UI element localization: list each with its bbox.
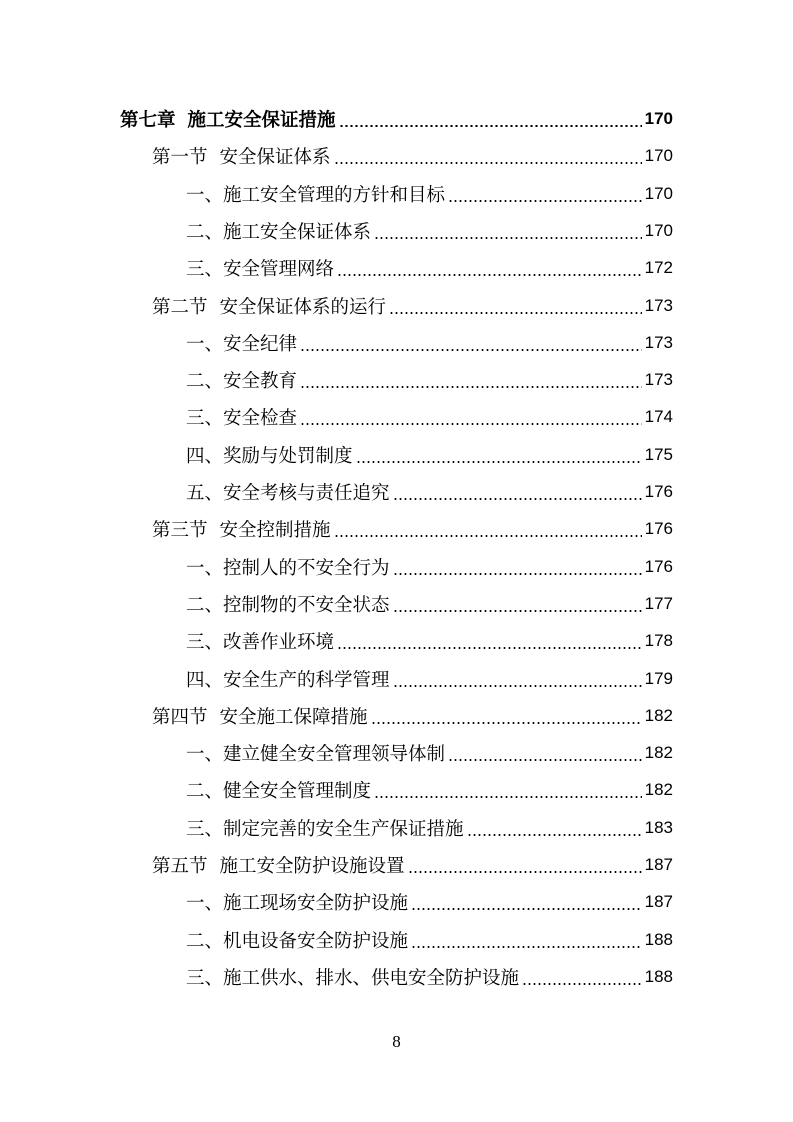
dot-leader [300,423,642,425]
toc-entry-page: 170 [644,220,673,240]
dot-leader [467,834,642,836]
toc-entry-prefix: 一、 [186,557,224,579]
toc-entry-title: 施工供水、排水、供电安全防护设施 [223,967,520,989]
toc-item-row[interactable] [186,212,673,249]
dot-leader [337,647,642,649]
dot-leader [337,274,642,276]
toc-entry-page: 170 [644,183,673,203]
dot-leader [374,796,642,798]
toc-entry-title: 施工安全防护设施设置 [219,855,405,877]
toc-entry-label [186,628,334,654]
toc-entry-prefix: 三、 [186,631,224,653]
toc-entry-title: 改善作业环境 [223,631,335,653]
dot-leader [356,461,642,463]
toc-entry-page: 182 [644,705,673,725]
toc-entry-title: 安全纪律 [223,333,298,355]
toc-entry-prefix: 第四节 [152,706,208,728]
toc-entry-page: 176 [644,518,673,538]
toc-entry-prefix: 二、 [186,221,224,243]
dot-leader [448,759,642,761]
dot-leader [374,237,642,239]
toc-entry-label [186,442,353,468]
dot-leader [522,983,642,985]
toc-item-row[interactable] [186,771,673,808]
toc-section-row[interactable] [152,137,673,174]
toc-entry-prefix: 一、 [186,333,224,355]
toc-entry-label [152,703,368,729]
toc-entry-title: 安全生产的科学管理 [223,669,390,691]
toc-entry-prefix: 四、 [186,669,224,691]
toc-entry-page: 173 [644,369,673,389]
toc-section-row[interactable] [152,287,673,324]
toc-entry-prefix: 五、 [186,482,224,504]
toc-section-row[interactable] [152,846,673,883]
toc-entry-label [186,367,297,393]
toc-entry-label [186,889,408,915]
toc-chapter-page: 170 [644,108,673,128]
toc-entry-label [186,554,390,580]
toc-entry-prefix: 一、 [186,743,224,765]
toc-entry-prefix: 二、 [186,370,224,392]
toc-entry-title: 施工安全保证体系 [223,221,372,243]
toc-entry-label [186,666,390,692]
dot-leader [393,573,642,575]
toc-section-row[interactable] [152,697,673,734]
toc-entry-prefix: 三、 [186,258,224,280]
toc-entry-prefix: 第五节 [152,855,208,877]
toc-entry-prefix: 二、 [186,780,224,802]
toc-item-row[interactable] [186,361,673,398]
toc-item-row[interactable] [186,548,673,585]
toc-item-row[interactable] [186,398,673,435]
toc-entry-prefix: 三、 [186,407,224,429]
toc-entry-label [152,293,386,319]
toc-entry-page: 177 [644,593,673,613]
toc-entry-label [186,777,371,803]
toc-entry-prefix: 第三节 [152,519,208,541]
toc-entry-page: 172 [644,257,673,277]
dot-leader [411,946,642,948]
toc-entry-label [186,927,408,953]
toc-entry-title: 安全管理网络 [223,258,335,280]
dot-leader [408,871,642,873]
toc-item-row[interactable] [186,809,673,846]
toc-entry-page: 182 [644,742,673,762]
toc-entry-prefix: 三、 [186,818,224,840]
toc-item-row[interactable] [186,585,673,622]
toc-entry-prefix: 第二节 [152,296,208,318]
toc-entry-page: 176 [644,556,673,576]
toc-item-row[interactable] [186,175,673,212]
toc-entry-title: 安全保证体系的运行 [219,296,387,318]
toc-entry-title: 安全保证体系 [219,146,331,168]
toc-entry-title: 安全考核与责任追究 [223,482,390,504]
toc-entry-label [186,255,334,281]
toc-entry-label [186,815,464,841]
toc-entry-page: 175 [644,444,673,464]
toc-item-row[interactable] [186,622,673,659]
dot-leader [334,535,642,537]
toc-item-row[interactable] [186,436,673,473]
dot-leader [334,162,642,164]
toc-entry-prefix: 三、 [186,967,224,989]
toc-entry-page: 182 [644,779,673,799]
toc-entry-page: 188 [644,966,673,986]
toc-entry-page: 174 [644,406,673,426]
dot-leader [300,386,642,388]
toc-entry-page: 183 [644,817,673,837]
toc-entry-page: 178 [644,630,673,650]
dot-leader [300,349,642,351]
toc-entry-page: 173 [644,295,673,315]
toc-item-row[interactable] [186,660,673,697]
toc-entry-prefix: 四、 [186,445,224,467]
toc-entry-page: 170 [644,145,673,165]
toc-chapter-title: 施工安全保证措施 [187,109,336,131]
toc-entry-label [186,740,445,766]
toc-entry-label [186,330,297,356]
toc-entry-page: 179 [644,668,673,688]
dot-leader [411,908,642,910]
toc-item-row[interactable] [186,249,673,286]
toc-entry-label [186,218,371,244]
toc-entry-label [152,516,331,542]
toc-entry-label [186,404,297,430]
dot-leader [339,125,642,127]
toc-section-row[interactable] [152,510,673,547]
toc-entry-prefix: 二、 [186,594,224,616]
page-number: 8 [392,1032,401,1051]
toc-entry-title: 施工现场安全防护设施 [223,892,409,914]
toc-item-row[interactable] [186,324,673,361]
dot-leader [371,722,642,724]
dot-leader [393,685,642,687]
toc-entry-title: 控制人的不安全行为 [223,557,390,579]
toc-entry-title: 健全安全管理制度 [223,780,372,802]
toc-entry-label [186,591,390,617]
dot-leader [393,610,642,612]
toc-entry-page: 176 [644,481,673,501]
toc-entry-title: 安全施工保障措施 [219,706,368,728]
toc-entry-label [152,143,331,169]
toc-chapter-label [120,106,336,132]
toc-entry-title: 奖励与处罚制度 [223,445,353,467]
toc-item-row[interactable] [186,921,673,958]
toc-entry-label [186,181,445,207]
toc-entry-prefix: 第一节 [152,146,208,168]
toc-item-row[interactable] [186,734,673,771]
toc-entry-title: 安全控制措施 [219,519,331,541]
dot-leader [389,312,642,314]
toc-item-row[interactable] [186,473,673,510]
toc-entry-page: 187 [644,891,673,911]
toc-entry-prefix: 二、 [186,930,224,952]
toc-entry-page: 188 [644,929,673,949]
toc-entry-label [186,964,519,990]
toc-entry-title: 控制物的不安全状态 [223,594,390,616]
toc-entry-page: 173 [644,332,673,352]
toc-chapter-prefix: 第七章 [120,109,176,131]
toc-entry-prefix: 一、 [186,892,224,914]
toc-entry-title: 安全检查 [223,407,298,429]
toc-entry-title: 机电设备安全防护设施 [223,930,409,952]
toc-entry-title: 建立健全安全管理领导体制 [223,743,446,765]
toc-entry-page: 187 [644,854,673,874]
toc-item-row[interactable] [186,958,673,995]
toc-entry-label [152,852,405,878]
toc-entry-title: 安全教育 [223,370,298,392]
toc-entry-title: 制定完善的安全生产保证措施 [223,818,464,840]
dot-leader [393,498,642,500]
toc-chapter-row[interactable] [120,100,673,137]
toc-entry-title: 施工安全管理的方针和目标 [223,184,446,206]
dot-leader [448,200,642,202]
toc-item-row[interactable] [186,883,673,920]
toc-entry-prefix: 一、 [186,184,224,206]
toc-entry-label [186,479,390,505]
